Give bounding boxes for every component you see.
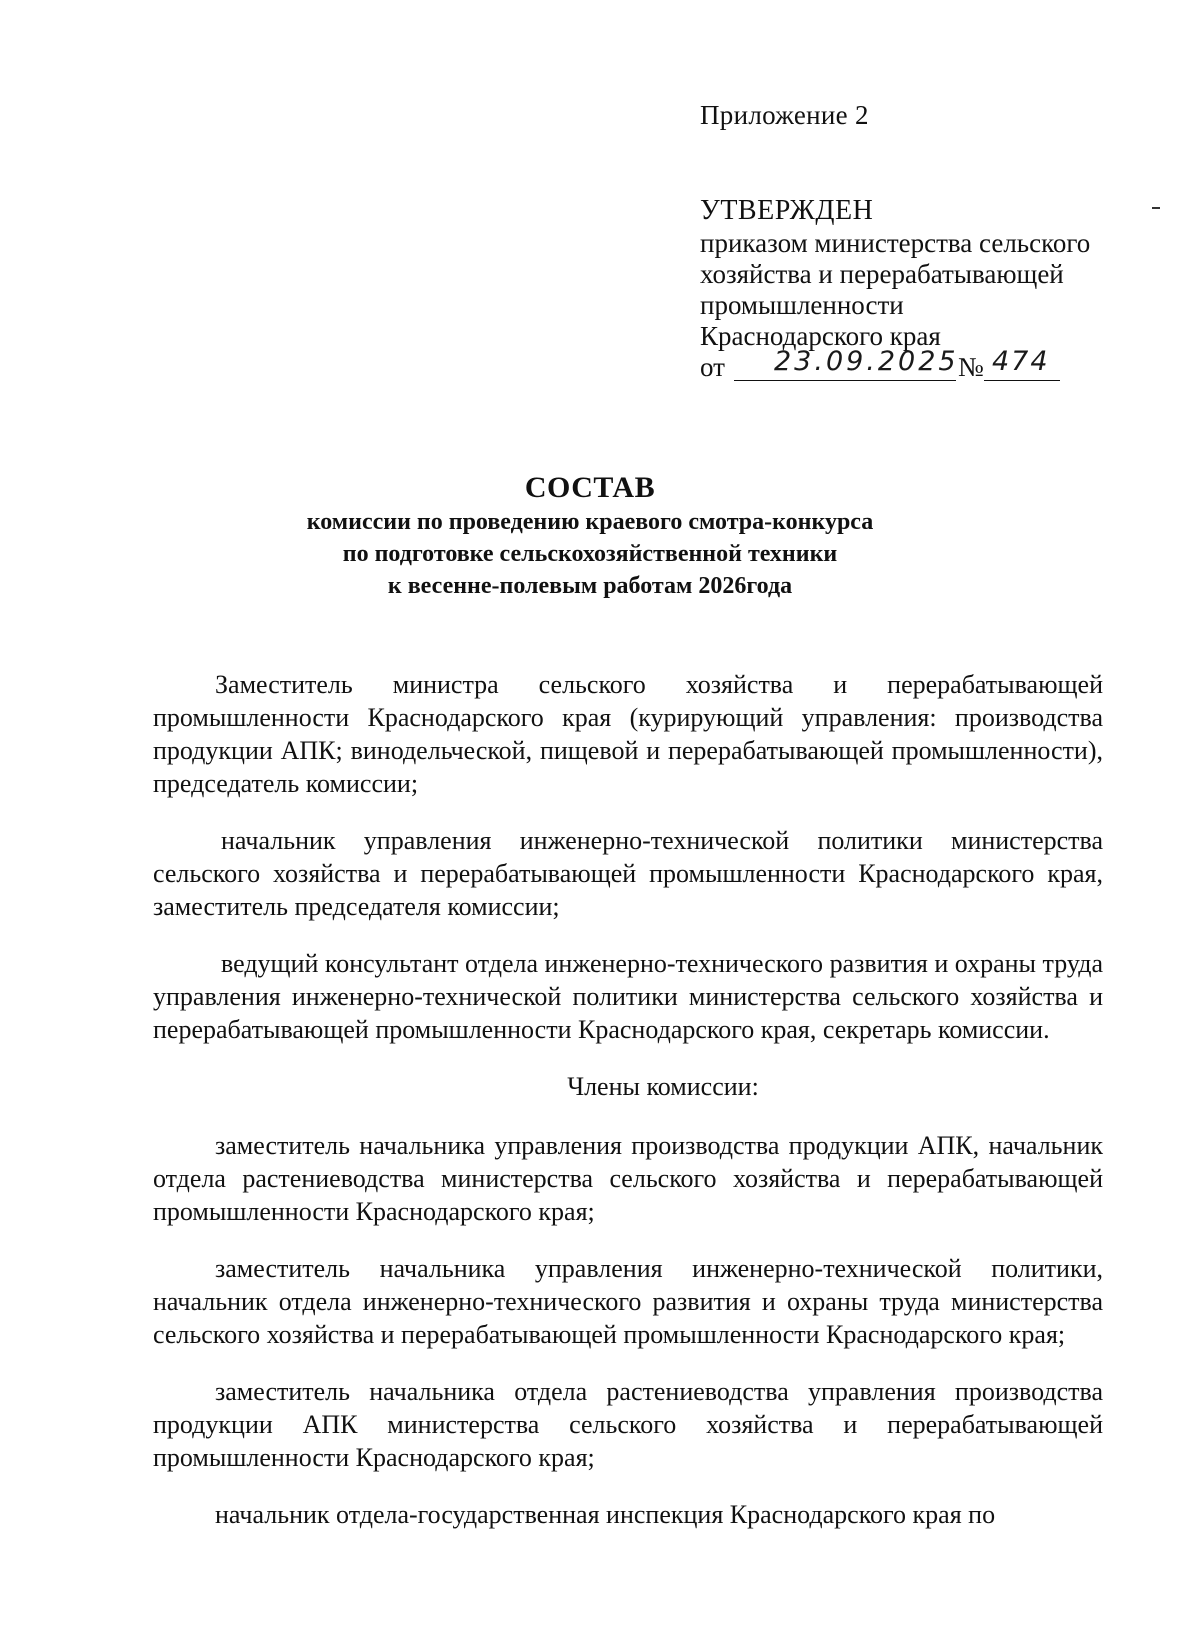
appendix-label: Приложение 2 — [700, 100, 869, 130]
approval-line: хозяйства и перерабатывающей — [700, 259, 1064, 289]
members-heading: Члены комиссии: — [567, 1072, 759, 1101]
commission-paragraph-chair: Заместитель министра сельского хозяйства и перерабатывающей промышленности Краснодарского края (курирующий управления: производства продукции АПК; винодельческой, пищевой и перерабатывающей промышленности), председатель комиссии; — [153, 670, 1103, 798]
member-paragraph: заместитель начальника отдела растениеводства управления производства продукции АПК министерства сельского хозяйства и перерабатывающей промышленности Краснодарского края; — [153, 1377, 1103, 1472]
document-title — [150, 470, 1030, 602]
from-label: от — [700, 352, 725, 382]
approval-line: Краснодарского края — [700, 321, 941, 351]
order-date-field — [734, 346, 959, 381]
member-paragraph: заместитель начальника управления инженерно-технической политики, начальник отдела инженерно-технического развития и охраны труда министерства сельского хозяйства и перерабатывающей промышленности Краснодарского края; — [153, 1254, 1103, 1349]
approval-line: промышленности — [700, 290, 904, 320]
approval-block — [700, 195, 1120, 386]
order-reference-row — [700, 346, 1120, 386]
title-subline: по подготовке сельскохозяйственной техники — [342, 541, 838, 567]
member-paragraph: начальник отдела-государственная инспекция Краснодарского края по — [215, 1500, 996, 1529]
order-number-value: 474 — [992, 346, 1050, 377]
approved-title: УТВЕРЖДЕН — [700, 195, 874, 226]
scan-mark — [1152, 207, 1160, 209]
member-paragraph: заместитель начальника управления производства продукции АПК, начальник отдела растениеводства министерства сельского хозяйства и перерабатывающей промышленности Краснодарского края; — [153, 1131, 1103, 1226]
title-heading: СОСТАВ — [524, 471, 656, 504]
commission-paragraph-deputy: начальник управления инженерно-технической политики министерства сельского хозяйства и перерабатывающей промышленности Краснодарского края, заместитель председателя комиссии; — [153, 826, 1103, 921]
document-body — [153, 668, 1103, 1555]
title-subline: к весенне-полевым работам 2026года — [387, 573, 793, 599]
title-subline: комиссии по проведению краевого смотра-конкурса — [306, 509, 874, 535]
commission-paragraph-secretary: ведущий консультант отдела инженерно-технического развития и охраны труда управления инженерно-технической политики министерства сельского хозяйства и перерабатывающей промышленности Краснодарского края, секретарь комиссии. — [153, 949, 1103, 1044]
number-label: № — [958, 352, 984, 382]
order-number-field — [984, 348, 1060, 381]
order-date-value: 23.09.2025 — [774, 346, 959, 377]
approval-line: приказом министерства сельского — [700, 228, 1091, 258]
